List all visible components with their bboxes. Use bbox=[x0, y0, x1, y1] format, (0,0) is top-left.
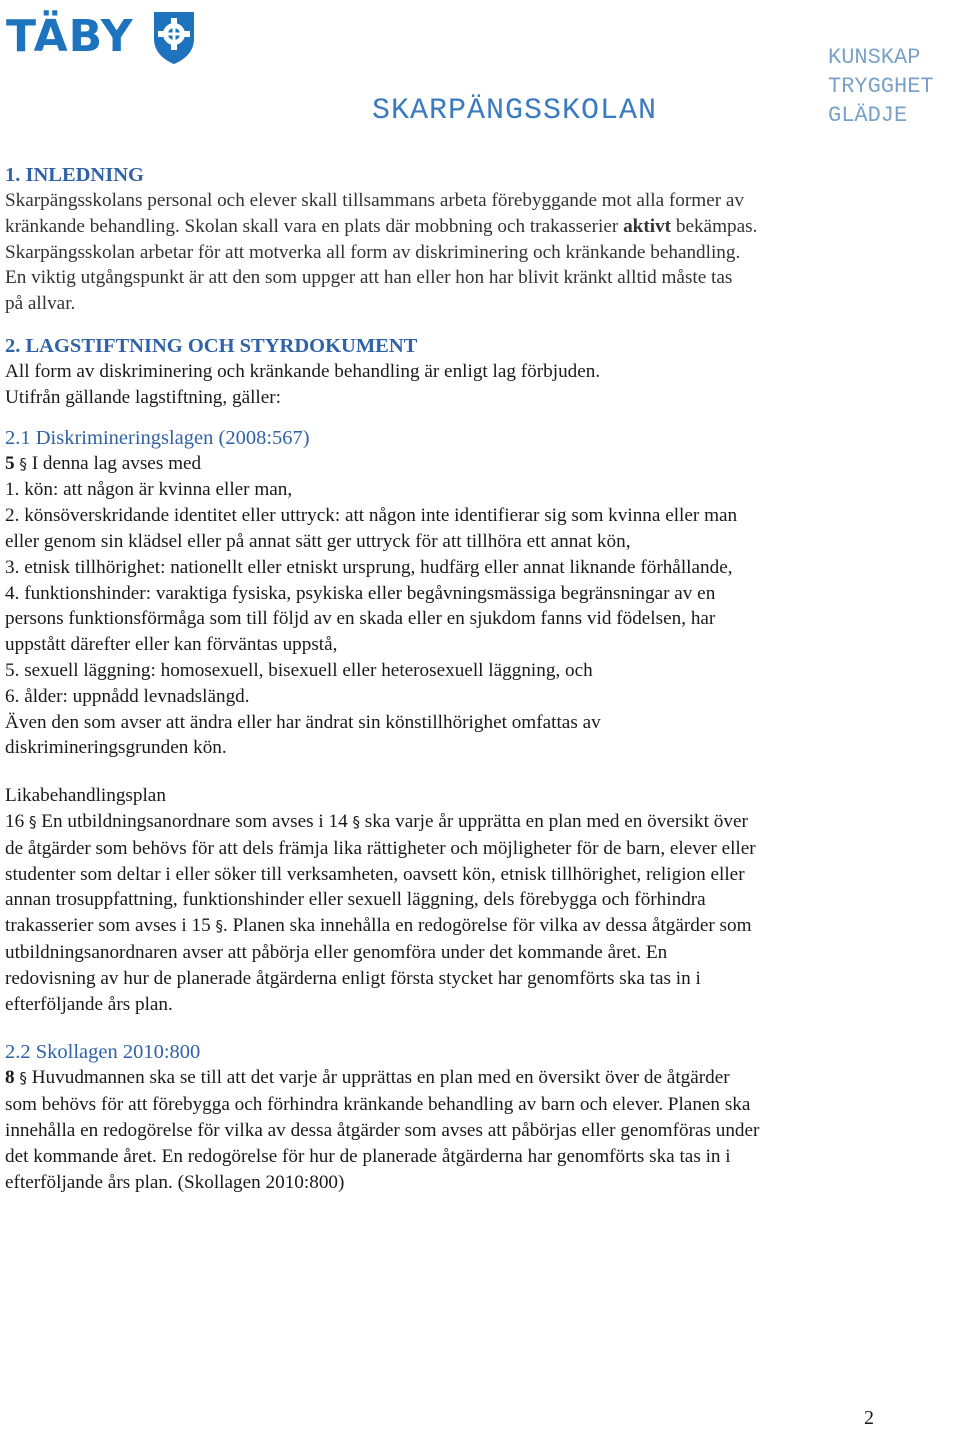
motto-line: TRYGGHET bbox=[828, 74, 934, 99]
paragraph-line bbox=[5, 1065, 875, 1092]
section-sign: § bbox=[19, 454, 27, 473]
list-item: 3. etnisk tillhörighet: nationellt eller etniskt ursprung, hudfärg eller annat liknande förhållande, bbox=[5, 556, 733, 578]
section-heading-inledning: 1. INLEDNING bbox=[5, 164, 144, 186]
paragraph-line: Utifrån gällande lagstiftning, gäller: bbox=[5, 386, 281, 408]
paragraph-line: studenter som deltar i eller söker till verksamheten, oavsett kön, etnisk tillhörighet, religion eller bbox=[5, 863, 745, 885]
text-run: . Planen ska innehålla en redogörelse för vilka av dessa åtgärder som bbox=[222, 915, 752, 937]
list-item: 1. kön: att någon är kvinna eller man, bbox=[5, 479, 293, 501]
section-sign: § bbox=[19, 1069, 27, 1088]
paragraph-line: Även den som avser att ändra eller har ändrat sin könstillhörighet omfattas av bbox=[5, 711, 601, 733]
text-run: ska varje år upprätta en plan med en översikt över bbox=[360, 810, 748, 832]
text-run: Huvudmannen ska se till att det varje år upprättas en plan med en översikt över de åtgärder bbox=[26, 1067, 730, 1089]
paragraph-line: Skarpängsskolan arbetar för att motverka all form av diskriminering och kränkande behandling. bbox=[5, 241, 741, 263]
motto-line: GLÄDJE bbox=[828, 103, 908, 128]
paragraph-line: All form av diskriminering och kränkande behandling är enligt lag förbjuden. bbox=[5, 360, 601, 382]
motto-line: KUNSKAP bbox=[828, 45, 921, 70]
document-body bbox=[5, 162, 875, 1195]
subsection-heading-skollagen: 2.2 Skollagen 2010:800 bbox=[5, 1041, 201, 1064]
motto bbox=[828, 43, 934, 130]
text-run: En utbildningsanordnare som avses i 14 bbox=[36, 810, 353, 832]
paragraph-number: 5 bbox=[5, 452, 15, 474]
list-item: uppstått därefter eller kan förväntas uppstå, bbox=[5, 634, 338, 656]
list-item: 2. könsöverskridande identitet eller uttryck: att någon inte identifierar sig som kvinna eller man bbox=[5, 505, 738, 527]
text-run: I denna lag avses med bbox=[26, 452, 202, 474]
paragraph-line bbox=[5, 214, 875, 240]
paragraph-line: innehålla en redogörelse för vilka av dessa åtgärder som avses att påbörjas eller genomföras under bbox=[5, 1119, 760, 1141]
paragraph-line: annan trosuppfattning, funktionshinder eller sexuell läggning, dels förebygga och förhindra bbox=[5, 889, 706, 911]
section-heading-lagstiftning: 2. LAGSTIFTNING OCH STYRDOKUMENT bbox=[5, 334, 418, 357]
paragraph-line bbox=[5, 809, 875, 836]
paragraph-line bbox=[5, 913, 875, 940]
list-item: eller genom sin klädsel eller på annat sätt ger uttryck för att tillhöra ett annat kön, bbox=[5, 530, 631, 552]
text-run: kränkande behandling. Skolan skall vara en plats där mobbning och trakasserier bbox=[5, 215, 624, 237]
taby-logo bbox=[6, 8, 198, 66]
paragraph-line: utbildningsanordnaren avser att påbörja eller genomföra under det kommande året. En bbox=[5, 941, 668, 963]
section-sign: § bbox=[352, 812, 360, 831]
paragraph-line: En viktig utgångspunkt är att den som uppger att han eller hon har blivit kränkt alltid måste tas bbox=[5, 267, 733, 289]
list-item: 6. ålder: uppnådd levnadslängd. bbox=[5, 685, 250, 707]
paragraph-line: redovisning av hur de planerade åtgärderna enligt första stycket har genomförts ska tas in i bbox=[5, 967, 701, 989]
taby-shield-icon bbox=[150, 9, 198, 65]
text-run: trakasserier som avses i 15 bbox=[5, 915, 216, 937]
paragraph-number: 8 bbox=[5, 1067, 15, 1089]
paragraph-line bbox=[5, 451, 875, 478]
emphasis-text: aktivt bbox=[623, 215, 672, 237]
paragraph-number: 16 bbox=[5, 810, 25, 832]
text-run: bekämpas. bbox=[671, 215, 758, 237]
list-item: persons funktionsförmåga som till följd av en skada eller en sjukdom fanns vid födelsen, har bbox=[5, 608, 716, 630]
section-sign: § bbox=[215, 917, 223, 936]
paragraph-line: efterföljande års plan. bbox=[5, 993, 173, 1015]
paragraph-line: som behövs för att förebygga och förhindra kränkande behandling av barn och elever. Planen ska bbox=[5, 1094, 751, 1116]
paragraph-line: de åtgärder som behövs för att dels främja lika rättigheter och möjligheter för de barn, elever eller bbox=[5, 837, 756, 859]
subsection-heading-diskrimineringslagen: 2.1 Diskrimineringslagen (2008:567) bbox=[5, 426, 310, 449]
section-sign: § bbox=[28, 812, 37, 831]
list-item: 5. sexuell läggning: homosexuell, bisexuell eller heterosexuell läggning, och bbox=[5, 659, 593, 681]
paragraph-line: det kommande året. En redogörelse för hur de planerade åtgärderna har genomförts ska tas in i bbox=[5, 1145, 731, 1167]
list-item: 4. funktionshinder: varaktiga fysiska, psykiska eller begåvningsmässiga begränsningar av en bbox=[5, 582, 716, 604]
paragraph-line: Skarpängsskolans personal och elever skall tillsammans arbeta förebyggande mot alla former av bbox=[5, 190, 745, 211]
paragraph-line: diskrimineringsgrunden kön. bbox=[5, 737, 227, 759]
paragraph-line: på allvar. bbox=[5, 293, 76, 315]
paragraph-line: efterföljande års plan. (Skollagen 2010:800) bbox=[5, 1171, 345, 1193]
logo-text: TÄBY bbox=[6, 11, 134, 62]
school-name: SKARPÄNGSSKOLAN bbox=[372, 94, 658, 128]
likabehandlingsplan-title: Likabehandlingsplan bbox=[5, 785, 166, 807]
page-number: 2 bbox=[864, 1407, 874, 1429]
